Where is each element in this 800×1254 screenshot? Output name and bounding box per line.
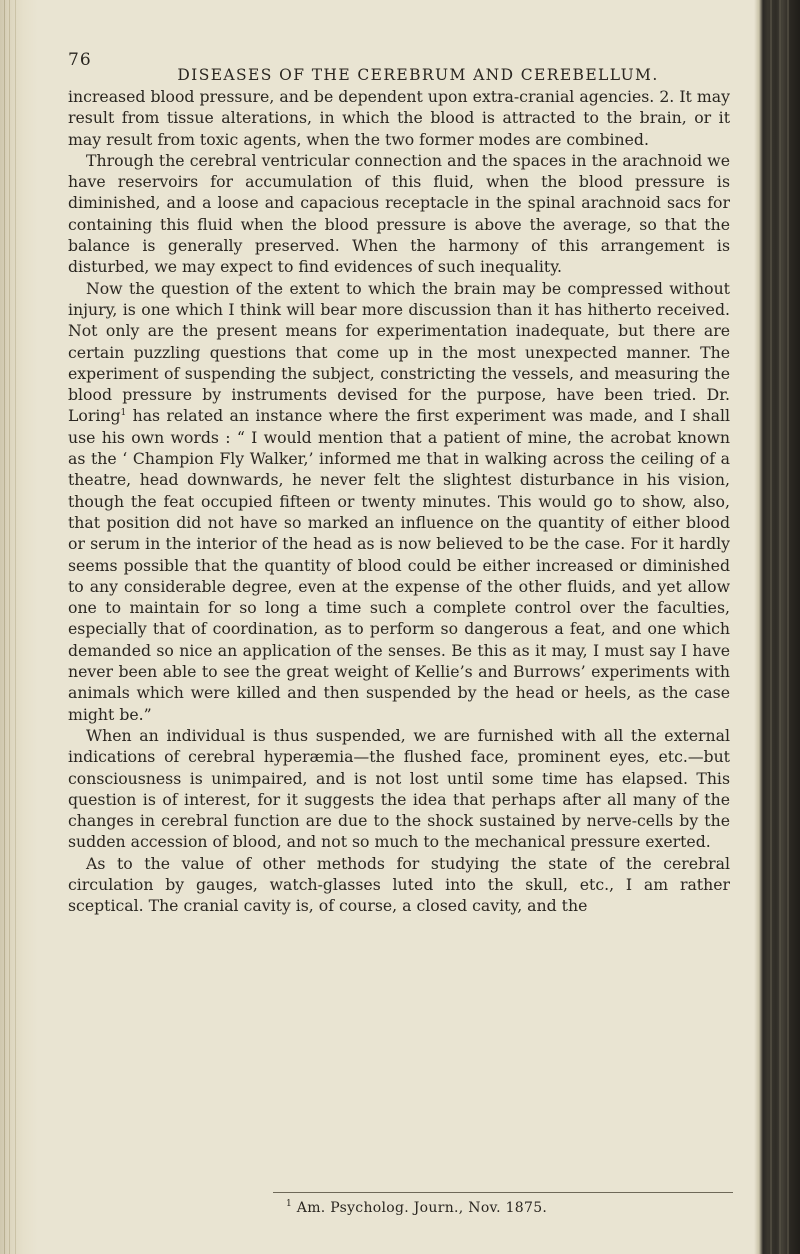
paragraph-text: Now the question of the extent to which the brain may be compressed without injury, is one which I think will bear more discussion than it has hitherto received. Not only are the present means for experimentation inadequate, but there are certain puzzling questions that come up in the most unexpected manner. The experiment of suspending the subject, constricting the vessels, and measuring the blood pressure by instruments devised for the purpose, have been tried. Dr. Loring bbox=[68, 278, 730, 426]
footnote bbox=[286, 1200, 547, 1216]
book-page bbox=[68, 50, 756, 1216]
book-gutter bbox=[0, 0, 38, 1254]
footnote-mark: 1 bbox=[286, 1199, 293, 1209]
page-edge-stripe bbox=[770, 0, 772, 1254]
paragraph: Through the cerebral ventricular connection and the spaces in the arachnoid we have reservoirs for accumulation of this fluid, when the blood pressure is diminished, and a loose and capacious receptacle in the spinal arachnoid sacs for containing this fluid when the blood pressure is above the average, so that the balance is generally preserved. When the harmony of this arrangement is disturbed, we may expect to find evidences of such inequality. bbox=[68, 150, 730, 277]
running-title: DISEASES OF THE CEREBRUM AND CEREBELLUM. bbox=[177, 66, 659, 84]
page-edge-stripe bbox=[787, 0, 789, 1254]
body-text bbox=[68, 86, 730, 917]
page-number: 76 bbox=[68, 50, 92, 70]
page-edge-stripe bbox=[779, 0, 781, 1254]
paragraph-text: has related an instance where the first experiment was made, and I shall use his own words : “ I would mention that a patient of mine, the acrobat known as the ‘ Champion Fly Walker,’ informed me that in walking across the ceiling of a theatre, head downwards, he never felt the slightest disturbance in his vision, though the feat occupied fifteen or twenty minutes. This would go to show, also, that position did not have so marked an influence on the quantity of either blood or serum in the interior of the head as is now believed to be the case. For it hardly seems possible that the quantity of blood could be either increased or diminished to any considerable degree, even at the expense of the other fluids, and yet allow one to maintain for so long a time such a complete control over the faculties, especially that of coordination, as to perform so dangerous a feat, and one which demanded so nice an application of the senses. Be this as it may, I must say I have never been able to see the great weight of Kellie’s and Burrows’ experiments with animals which were killed and then suspended by the head or heels, as the case might be.” bbox=[68, 406, 730, 724]
paragraph: increased blood pressure, and be dependent upon extra-cranial agencies. 2. It may result from tissue alterations, in which the blood is attracted to the brain, or it may result from toxic agents, when the two former modes are combined. bbox=[68, 87, 730, 149]
paragraph: When an individual is thus suspended, we are furnished with all the external indications of cerebral hyperæmia—the flushed face, prominent eyes, etc.—but consciousness is unimpaired, and is not lost until some time has elapsed. This question is of interest, for it suggests the idea that perhaps after all many of the changes in cerebral function are due to the shock sustained by nerve-cells by the sudden accession of blood, and not so much to the mechanical pressure exerted. bbox=[68, 725, 730, 852]
footnote-divider bbox=[273, 1192, 733, 1193]
paragraph: As to the value of other methods for studying the state of the cerebral circulation by gauges, watch-glasses luted into the skull, etc., I am rather sceptical. The cranial cavity is, of course, a closed cavity, and the bbox=[68, 853, 730, 916]
gutter-line bbox=[15, 0, 16, 1254]
gutter-line bbox=[9, 0, 10, 1254]
footnote-text: Am. Psycholog. Journ., Nov. 1875. bbox=[292, 1200, 548, 1216]
page-edges bbox=[754, 0, 800, 1254]
footnote-reference: 1 bbox=[120, 408, 127, 419]
paragraph bbox=[68, 278, 730, 725]
gutter-line bbox=[4, 0, 5, 1254]
